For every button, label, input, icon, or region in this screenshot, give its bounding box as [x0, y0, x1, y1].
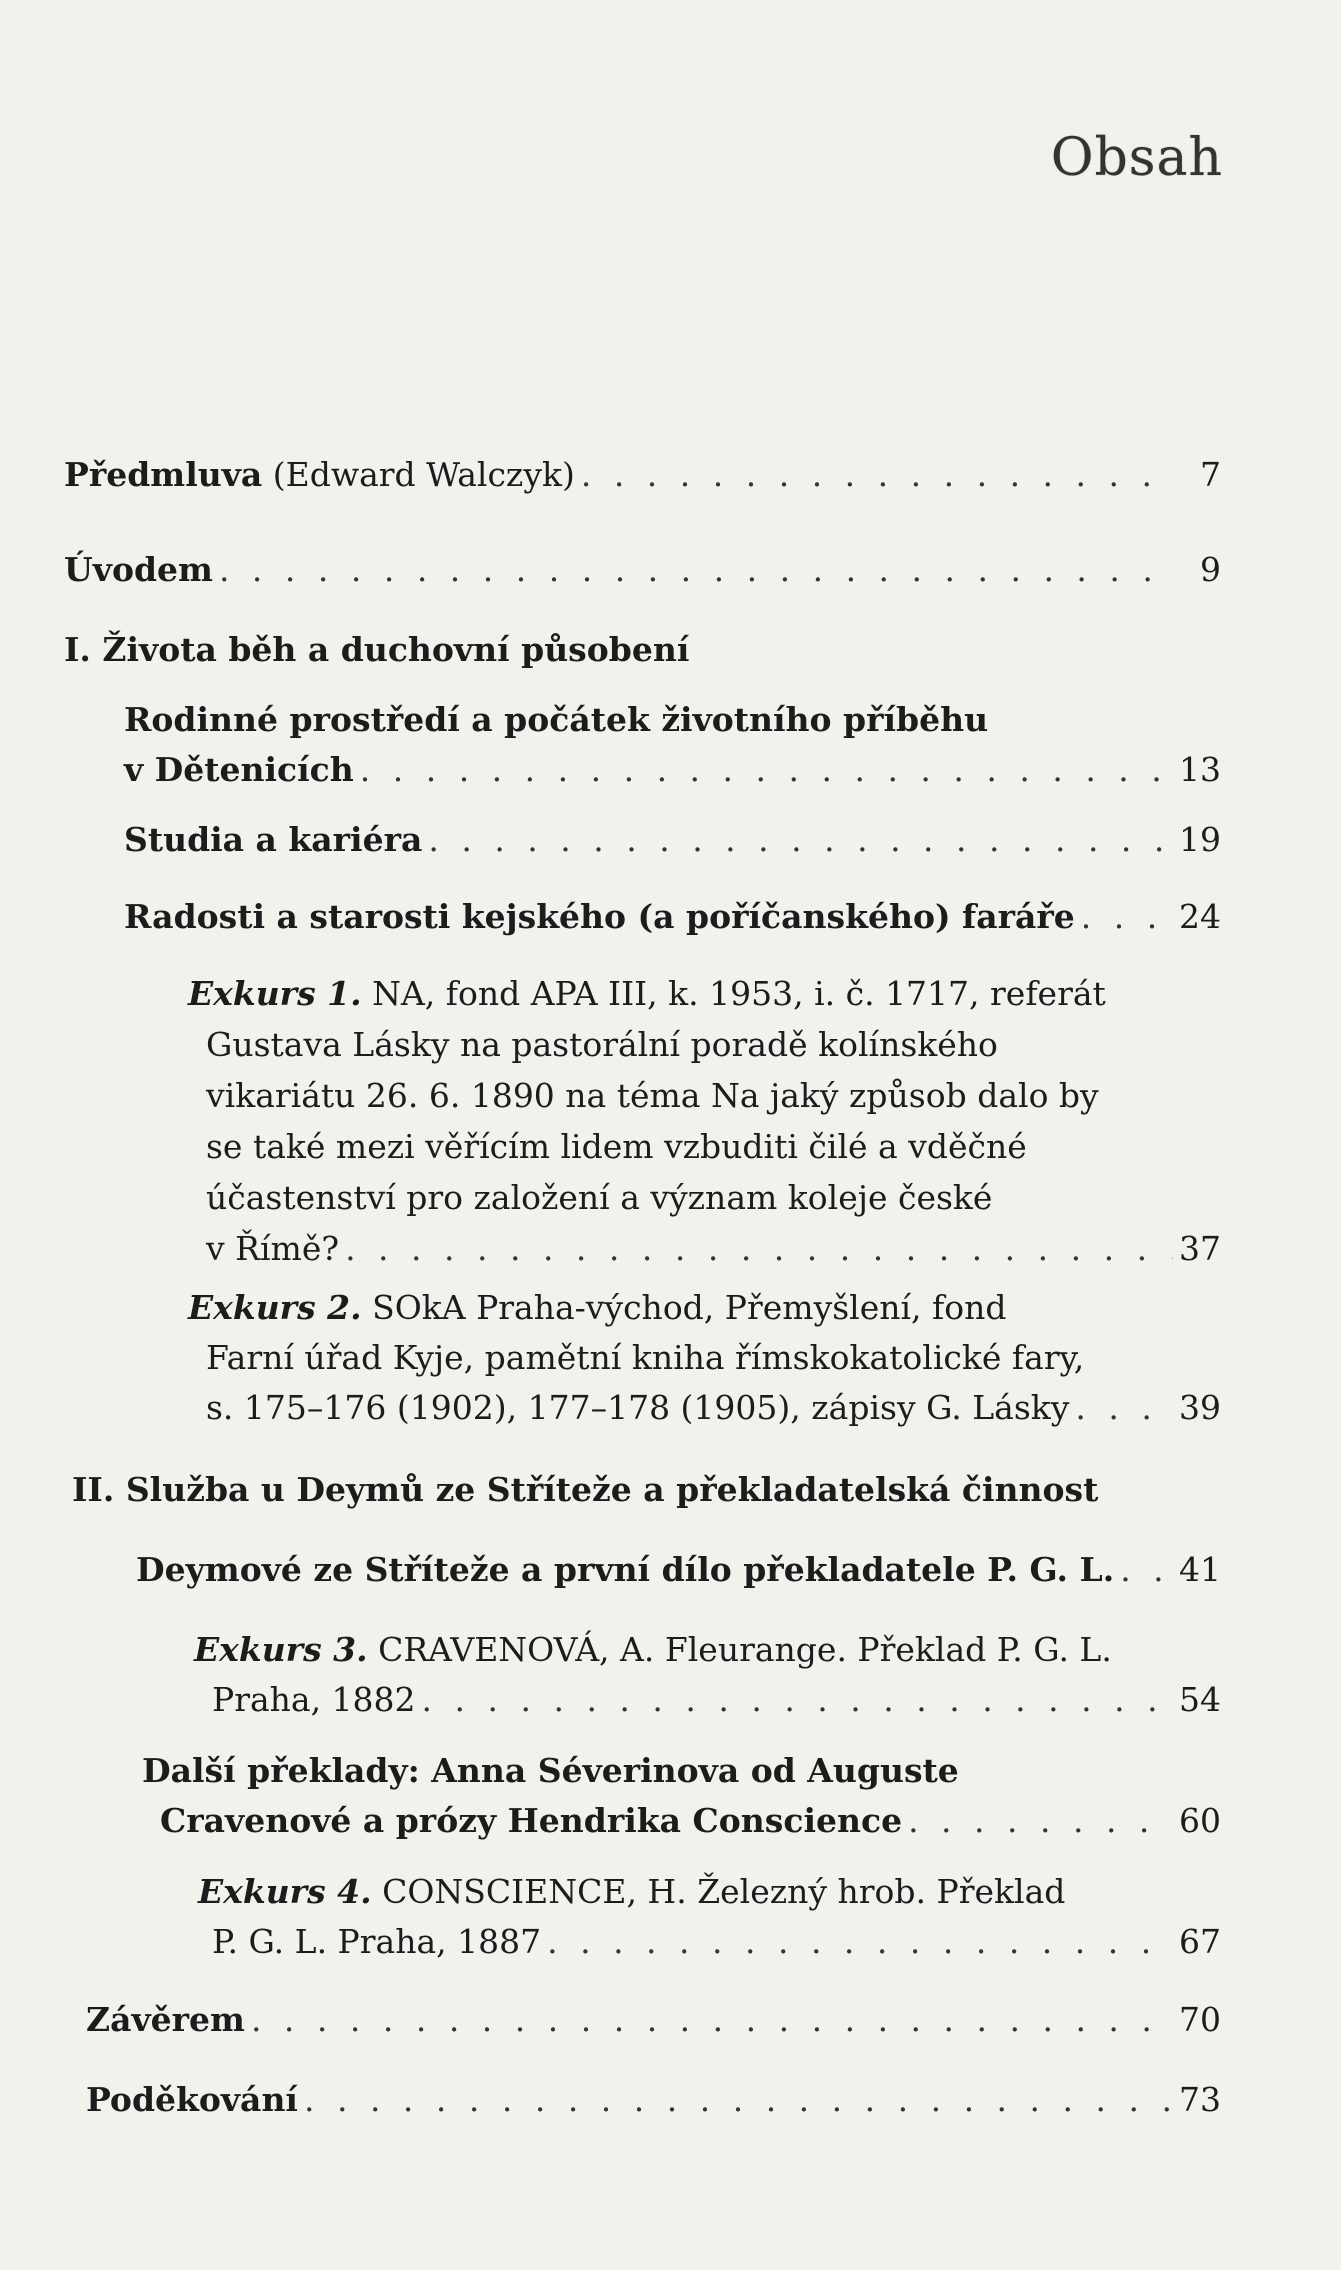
toc-entry-uvodem[interactable] [64, 545, 1221, 595]
leader-dots [422, 1675, 1173, 1725]
entry-title: Radosti a starosti kejského (a poříčanského) faráře [124, 897, 1075, 936]
toc-entry-dalsi[interactable] [142, 1746, 1221, 1846]
entry-title: Úvodem [64, 550, 213, 589]
exkurs-text-line3: s. 175–176 (1902), 177–178 (1905), zápisy G. Lásky [206, 1388, 1070, 1427]
toc-entry-predmluva[interactable] [64, 450, 1221, 500]
toc-entry-podekovani[interactable] [86, 2075, 1221, 2125]
page-number: 60 [1179, 1801, 1221, 1840]
toc-entry-exkurs3[interactable] [194, 1625, 1221, 1725]
page-number: 39 [1179, 1388, 1221, 1427]
leader-dots [547, 1917, 1173, 1967]
entry-title-line2: v Dětenicích [124, 750, 354, 789]
exkurs-text-line5: účastenství pro založení a význam koleje české [206, 1178, 993, 1217]
toc-entry-studia[interactable] [124, 815, 1221, 865]
entry-title: Studia a kariéra [124, 820, 423, 859]
exkurs-label: Exkurs 2. [188, 1288, 362, 1327]
exkurs-text-line2: P. G. L. Praha, 1887 [212, 1922, 542, 1961]
exkurs-label: Exkurs 1. [188, 974, 362, 1013]
exkurs-text-line6: v Římě? [206, 1229, 340, 1268]
leader-dots [1075, 1383, 1173, 1433]
leader-dots [345, 1223, 1173, 1274]
page-number: 9 [1200, 550, 1221, 589]
page-number: 19 [1179, 820, 1221, 859]
entry-title: Deymové ze Stříteže a první dílo překladatele P. G. L. [136, 1550, 1115, 1589]
page-number: 41 [1179, 1550, 1221, 1589]
page-title: Obsah [1050, 128, 1223, 188]
part-heading-1: I. Života běh a duchovní působení [64, 630, 690, 669]
leader-dots [360, 745, 1173, 795]
entry-title: Předmluva [64, 455, 263, 494]
exkurs-text-line1: NA, fond APA III, k. 1953, i. č. 1717, referát [361, 974, 1106, 1013]
exkurs-label: Exkurs 3. [194, 1630, 368, 1669]
leader-dots [1081, 892, 1173, 942]
entry-title: Poděkování [86, 2080, 298, 2119]
exkurs-text-line1: CONSCIENCE, H. Železný hrob. Překlad [371, 1872, 1066, 1911]
entry-title-line1: Další překlady: Anna Séverinova od Auguste [142, 1751, 959, 1790]
entry-title-line1: Rodinné prostředí a počátek životního příběhu [124, 700, 989, 739]
entry-title-line2: Cravenové a prózy Hendrika Conscience [160, 1801, 903, 1840]
exkurs-text-line1: CRAVENOVÁ, A. Fleurange. Překlad P. G. L. [367, 1630, 1112, 1669]
exkurs-text-line3: vikariátu 26. 6. 1890 na téma Na jaký způsob dalo by [206, 1076, 1099, 1115]
entry-author: (Edward Walczyk) [262, 455, 575, 494]
toc-entry-radosti[interactable] [124, 892, 1221, 942]
leader-dots [428, 815, 1173, 865]
page-number: 70 [1179, 2000, 1221, 2039]
leader-dots [219, 545, 1175, 595]
page-number: 7 [1200, 455, 1221, 494]
exkurs-text-line2: Praha, 1882 [212, 1680, 416, 1719]
leader-dots [908, 1796, 1173, 1846]
leader-dots [1120, 1545, 1173, 1595]
page-number: 13 [1179, 750, 1221, 789]
leader-dots [581, 450, 1175, 500]
toc-entry-exkurs4[interactable] [198, 1867, 1221, 1967]
page-number: 54 [1179, 1680, 1221, 1719]
leader-dots [251, 1995, 1173, 2045]
entry-title: Závěrem [86, 2000, 245, 2039]
exkurs-text-line4: se také mezi věřícím lidem vzbuditi čilé a vděčné [206, 1127, 1027, 1166]
exkurs-label: Exkurs 4. [198, 1872, 372, 1911]
toc-entry-deymove[interactable] [136, 1545, 1221, 1595]
toc-entry-rodinne[interactable] [124, 695, 1221, 795]
exkurs-text-line1: SOkA Praha-východ, Přemyšlení, fond [361, 1288, 1007, 1327]
part-heading-2: II. Služba u Deymů ze Stříteže a překladatelská činnost [72, 1470, 1099, 1509]
page-number: 73 [1179, 2080, 1221, 2119]
page-number: 24 [1179, 897, 1221, 936]
toc-entry-exkurs1[interactable] [188, 968, 1221, 1274]
toc-entry-exkurs2[interactable] [188, 1283, 1221, 1433]
page-number: 37 [1179, 1229, 1221, 1268]
leader-dots [304, 2075, 1173, 2125]
page-number: 67 [1179, 1922, 1221, 1961]
exkurs-text-line2: Farní úřad Kyje, pamětní kniha římskokatolické fary, [206, 1338, 1085, 1377]
toc-entry-zaverem[interactable] [86, 1995, 1221, 2045]
exkurs-text-line2: Gustava Lásky na pastorální poradě kolínského [206, 1025, 998, 1064]
